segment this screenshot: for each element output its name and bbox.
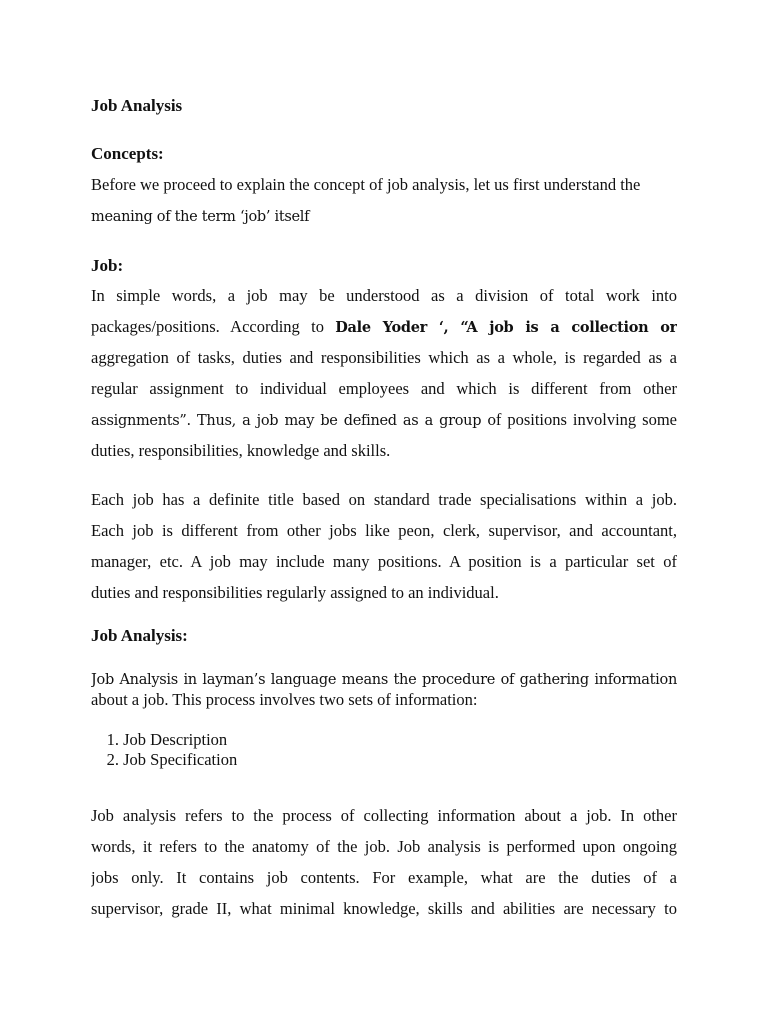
job-paragraph-line-5-text: f positions involving some (495, 410, 677, 429)
job-paragraph-line-5 (91, 410, 677, 430)
job-paragraph-line-4: regular assignment to individual employees and which is different from other (91, 379, 677, 398)
list-item (91, 730, 227, 750)
job-analysis-paragraph-2-line-4: supervisor, grade II, what minimal knowledge, skills and abilities are necessary to (91, 899, 677, 918)
job-heading: Job: (91, 256, 124, 275)
list-item-text: Job Specification (123, 750, 238, 769)
job-paragraph-line-1: In simple words, a job may be understood as a division of total work into (91, 286, 677, 305)
job-paragraph-line-2 (91, 317, 677, 337)
job-paragraph-2-line-2: Each job is different from other jobs like peon, clerk, supervisor, and accountant, (91, 521, 677, 540)
job-analysis-paragraph-2-line-3: jobs only. It contains job contents. For example, what are the duties of a (91, 868, 677, 887)
job-paragraph-2-line-4: duties and responsibilities regularly assigned to an individual. (91, 583, 499, 602)
job-paragraph-line-6: duties, responsibilities, knowledge and skills. (91, 441, 391, 460)
dale-yoder-quote: Dale Yoder ‘, “A job is a collection or (335, 319, 677, 336)
job-analysis-paragraph-line-2: about a job. This process involves two sets of information: (91, 690, 478, 709)
list-item-text: Job Description (123, 730, 228, 749)
job-paragraph-2-line-1: Each job has a definite title based on standard trade specialisations within a job. (91, 490, 677, 509)
list-item (91, 750, 237, 770)
job-analysis-paragraph-line-1: Job Analysis in layman’s language means the procedure of gathering information (91, 672, 677, 688)
list-item-number: 1. (106, 730, 119, 749)
job-analysis-paragraph-2-line-2: words, it refers to the anatomy of the job. Job analysis is performed upon ongoing (91, 837, 677, 856)
job-paragraph-2-line-3: manager, etc. A job may include many positions. A position is a particular set of (91, 552, 677, 571)
job-definition-text: assignments”. Thus, a job may be defined as a group o (91, 413, 496, 429)
concepts-paragraph-line-1: Before we proceed to explain the concept of job analysis, let us first understand the (91, 175, 641, 194)
job-analysis-heading: Job Analysis: (91, 626, 188, 645)
job-analysis-paragraph-2-line-1: Job analysis refers to the process of collecting information about a job. In other (91, 806, 677, 825)
job-paragraph-line-2-text: packages/positions. According to (91, 317, 336, 336)
concepts-paragraph-line-2: meaning of the term ‘job’ itself (91, 209, 310, 225)
job-paragraph-line-3: aggregation of tasks, duties and responsibilities which as a whole, is regarded as a (91, 348, 677, 367)
concepts-heading: Concepts: (91, 144, 164, 163)
list-item-number: 2. (106, 750, 119, 769)
document-title: Job Analysis (91, 96, 183, 115)
